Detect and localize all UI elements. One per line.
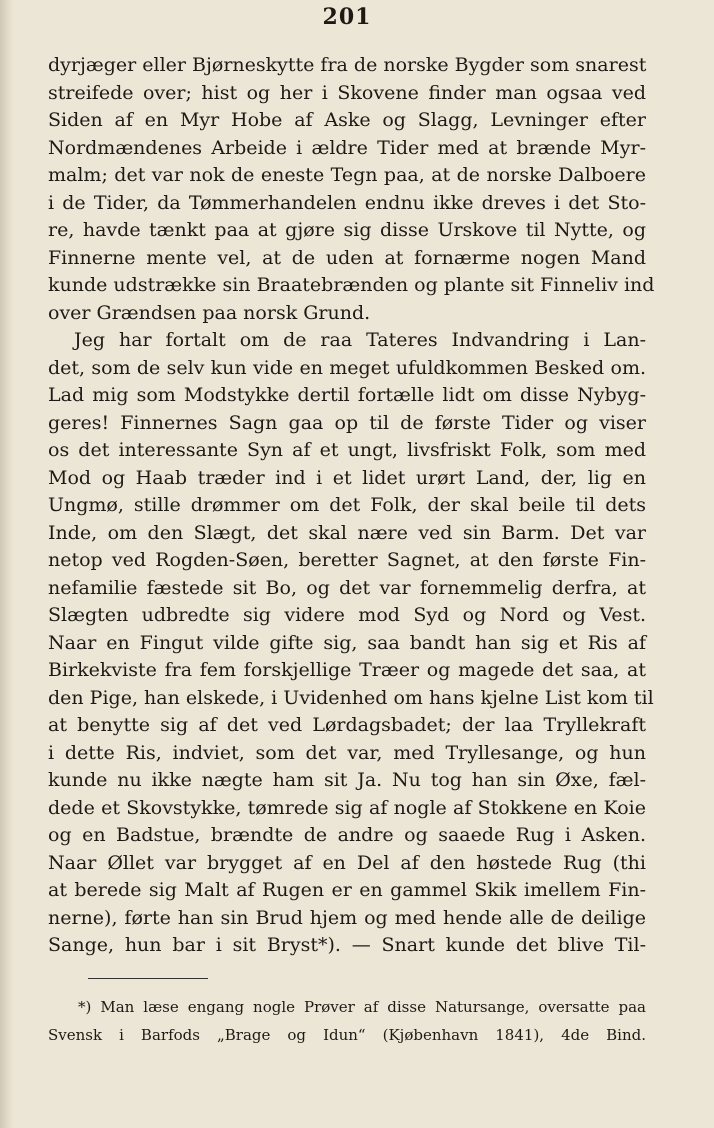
text-line: Siden af en Myr Hobe af Aske og Slagg, Levninger efter xyxy=(48,109,646,131)
text-line: Naar Øllet var brygget af en Del af den høstede Rug (thi xyxy=(48,851,646,874)
footnote xyxy=(48,993,646,1049)
text-line: netop ved Rogden-Søen, beretter Sagnet, at den første Fin- xyxy=(48,549,646,571)
text-line: Naar en Fingut vilde gifte sig, saa bandt han sig et Ris af xyxy=(48,631,646,654)
text-line: dyrjæger eller Bjørneskytte fra de norske Bygder som snarest xyxy=(48,54,647,76)
text-line: og en Badstue, brændte de andre og saaede Rug i Asken. xyxy=(48,824,646,846)
text-line: nefamilie fæstede sit Bo, og det var fornemmelig derfra, at xyxy=(48,576,646,599)
text-line: over Grændsen paa norsk Grund. xyxy=(48,301,371,324)
text-line: i de Tider, da Tømmerhandelen endnu ikke dreves i det Sto- xyxy=(48,191,646,214)
text-line: malm; det var nok de eneste Tegn paa, at de norske Dalboere xyxy=(48,164,646,186)
text-line: Ungmø, stille drømmer om det Folk, der skal beile til dets xyxy=(48,494,646,516)
text-line: Mod og Haab træder ind i et lidet urørt Land, der, lig en xyxy=(48,466,646,489)
text-line: Finnerne mente vel, at de uden at fornærme nogen Mand xyxy=(48,246,646,269)
text-line: Jeg har fortalt om de raa Tateres Indvandring i Lan- xyxy=(74,329,646,351)
text-line: nerne), førte han sin Brud hjem og med hende alle de deilige xyxy=(48,906,646,929)
text-line: dede et Skovstykke, tømrede sig af nogle af Stokkene en Koie xyxy=(48,796,646,819)
text-line: Birkekviste fra fem forskjellige Træer og magede det saa, at xyxy=(48,659,646,681)
text-line: re, havde tænkt paa at gjøre sig disse Urskove til Nytte, og xyxy=(48,219,646,241)
text-line: Lad mig som Modstykke dertil fortælle lidt om disse Nybyg- xyxy=(48,384,646,406)
text-line: kunde nu ikke nægte ham sit Ja. Nu tog han sin Øxe, fæl- xyxy=(48,769,646,791)
text-line: i dette Ris, indviet, som det var, med Tryllesange, og hun xyxy=(48,741,646,764)
body-text xyxy=(48,52,655,960)
text-line: det, som de selv kun vide en meget ufuldkommen Besked om. xyxy=(48,356,646,379)
footnote-divider xyxy=(88,978,208,979)
footnote-line: *) Man læse engang nogle Prøver af disse Natursange, oversatte paa xyxy=(78,998,646,1016)
text-line: den Pige, han elskede, i Uvidenhed om hans kjelne List kom til xyxy=(48,686,654,709)
page-number: 201 xyxy=(322,4,372,30)
text-line: Slægten udbredte sig videre mod Syd og Nord og Vest. xyxy=(48,604,646,626)
text-line: geres! Finnernes Sagn gaa op til de første Tider og viser xyxy=(48,411,646,434)
text-line: streifede over; hist og her i Skovene finder man ogsaa ved xyxy=(48,81,646,104)
footnote-line: Svensk i Barfods „Brage og Idun“ (Kjøbenhavn 1841), 4de Bind. xyxy=(48,1026,646,1044)
text-line: Sange, hun bar i sit Bryst*). — Snart kunde det blive Til- xyxy=(48,934,646,956)
book-page xyxy=(48,0,655,1128)
text-line: Inde, om den Slægt, det skal nære ved sin Barm. Det var xyxy=(48,521,646,544)
text-line: at benytte sig af det ved Lørdagsbadet; der laa Tryllekraft xyxy=(48,714,646,736)
text-line: kunde udstrække sin Braatebrænden og plante sit Finneliv ind xyxy=(48,274,655,296)
text-line: at berede sig Malt af Rugen er en gammel Skik imellem Fin- xyxy=(48,879,646,901)
book-gutter xyxy=(0,0,14,1128)
text-line: Nordmændenes Arbeide i ældre Tider med at brænde Myr- xyxy=(48,136,646,159)
text-line: os det interessante Syn af et ungt, livsfriskt Folk, som med xyxy=(48,439,646,461)
